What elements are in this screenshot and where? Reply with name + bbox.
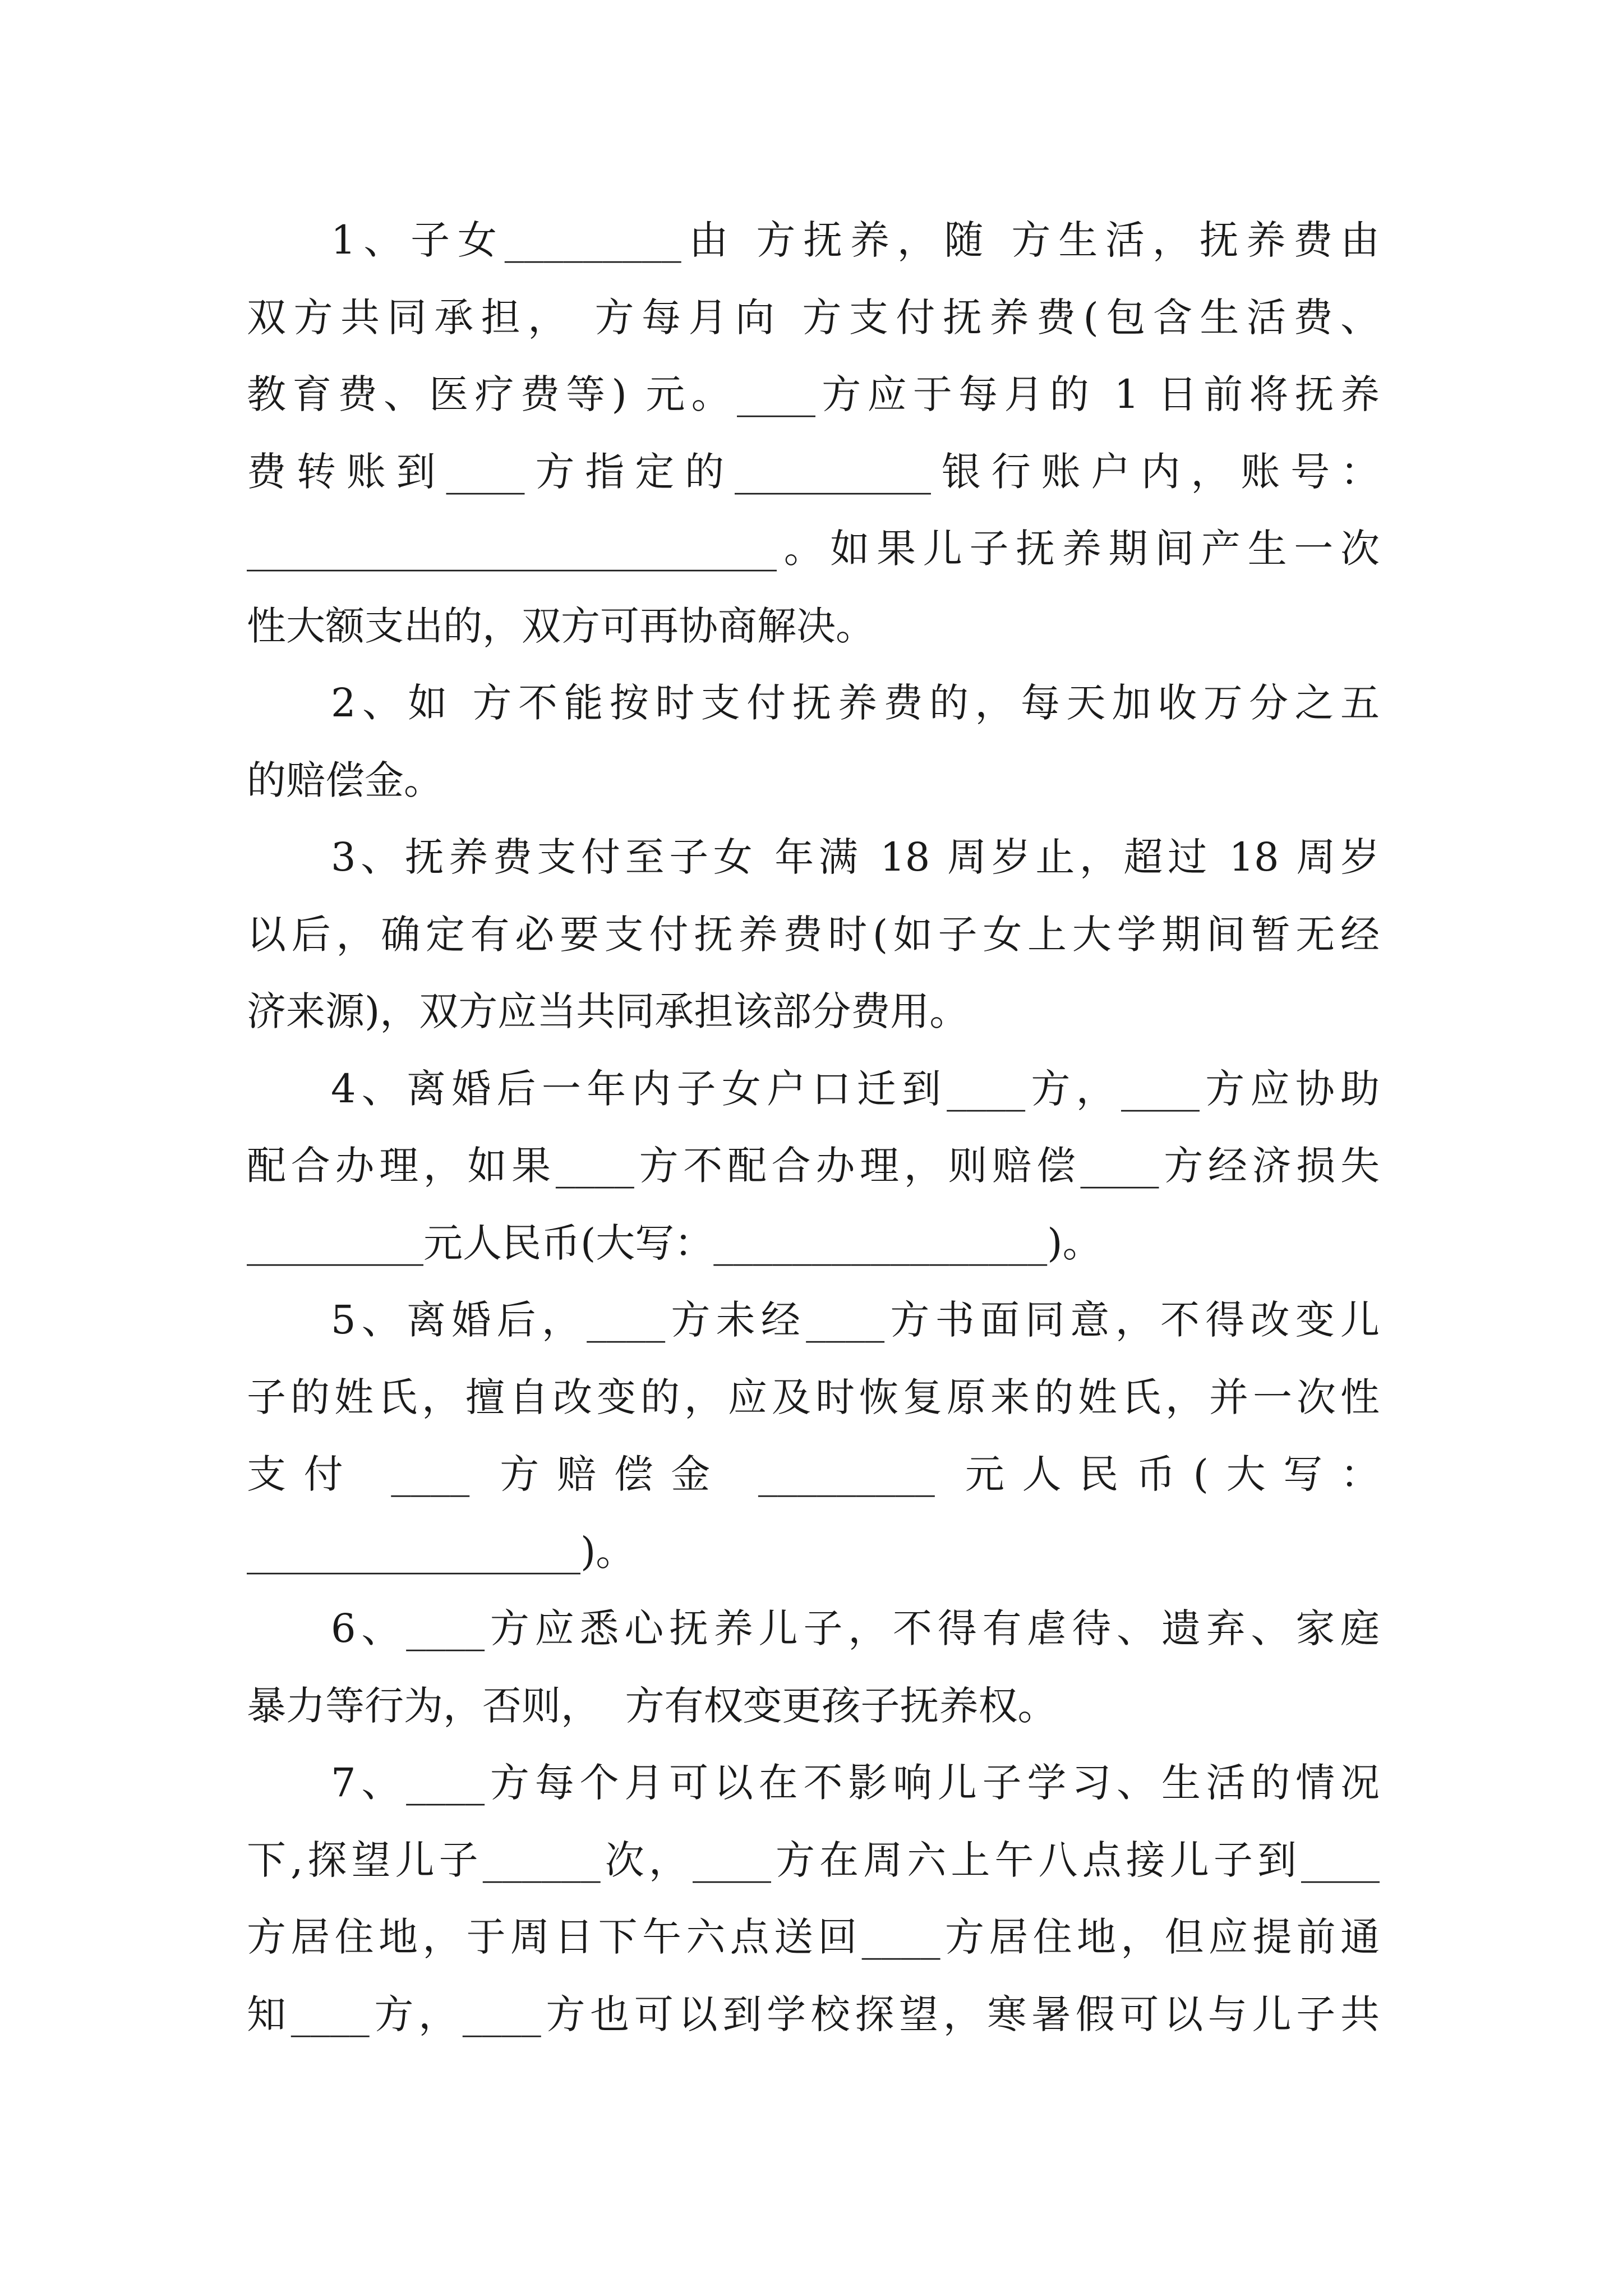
text-line-15: 5、离婚后，____方未经____方书面同意，不得改变儿	[331, 1297, 1380, 1343]
text-line-16: 子的姓氏，擅自改变的，应及时恢复原来的姓氏，并一次性	[247, 1374, 1380, 1420]
text-line-9: 3、抚养费支付至子女 年满 18 周岁止，超过 18 周岁	[331, 834, 1380, 880]
text-line-22: 下,探望儿子______次，____方在周六上午八点接儿子到____	[247, 1837, 1380, 1883]
text-line-12: 4、离婚后一年内子女户口迁到____方，____方应协助	[331, 1065, 1380, 1112]
text-line-8: 的赔偿金。	[247, 757, 443, 803]
text-line-13: 配合办理，如果____方不配合办理，则赔偿____方经济损失	[247, 1143, 1380, 1189]
text-line-7: 2、如 方不能按时支付抚养费的，每天加收万分之五	[331, 680, 1380, 726]
text-line-6: 性大额支出的，双方可再协商解决。	[247, 602, 875, 649]
text-line-4: 费转账到____方指定的__________银行账户内，账号：	[247, 448, 1380, 495]
text-line-23: 方居住地，于周日下午六点送回____方居住地，但应提前通	[247, 1914, 1380, 1960]
text-line-24: 知____方，____方也可以到学校探望，寒暑假可以与儿子共	[247, 1991, 1380, 2037]
agreement-text	[247, 202, 1380, 2053]
text-line-11: 济来源)，双方应当共同承担该部分费用。	[247, 988, 969, 1034]
text-line-17: 支付 ____ 方赔偿金 _________ 元人民币(大写：	[247, 1451, 1380, 1497]
text-line-3: 教育费、医疗费等) 元。____方应于每月的 1 日前将抚养	[247, 371, 1380, 417]
text-line-21: 7、____方每个月可以在不影响儿子学习、生活的情况	[331, 1760, 1380, 1806]
text-line-18: _________________)。	[247, 1528, 635, 1575]
text-line-14: _________元人民币(大写：_________________)。	[247, 1220, 1102, 1266]
text-line-1: 1、子女_________由 方抚养，随 方生活，抚养费由	[331, 217, 1380, 263]
text-line-20: 暴力等行为，否则， 方有权变更孩子抚养权。	[247, 1682, 1057, 1729]
text-line-19: 6、____方应悉心抚养儿子，不得有虐待、遗弃、家庭	[331, 1605, 1380, 1651]
text-line-5: ___________________________。如果儿子抚养期间产生一次	[247, 526, 1380, 572]
text-line-10: 以后，确定有必要支付抚养费时(如子女上大学期间暂无经	[247, 911, 1380, 958]
text-line-2: 双方共同承担， 方每月向 方支付抚养费(包含生活费、	[247, 294, 1380, 341]
